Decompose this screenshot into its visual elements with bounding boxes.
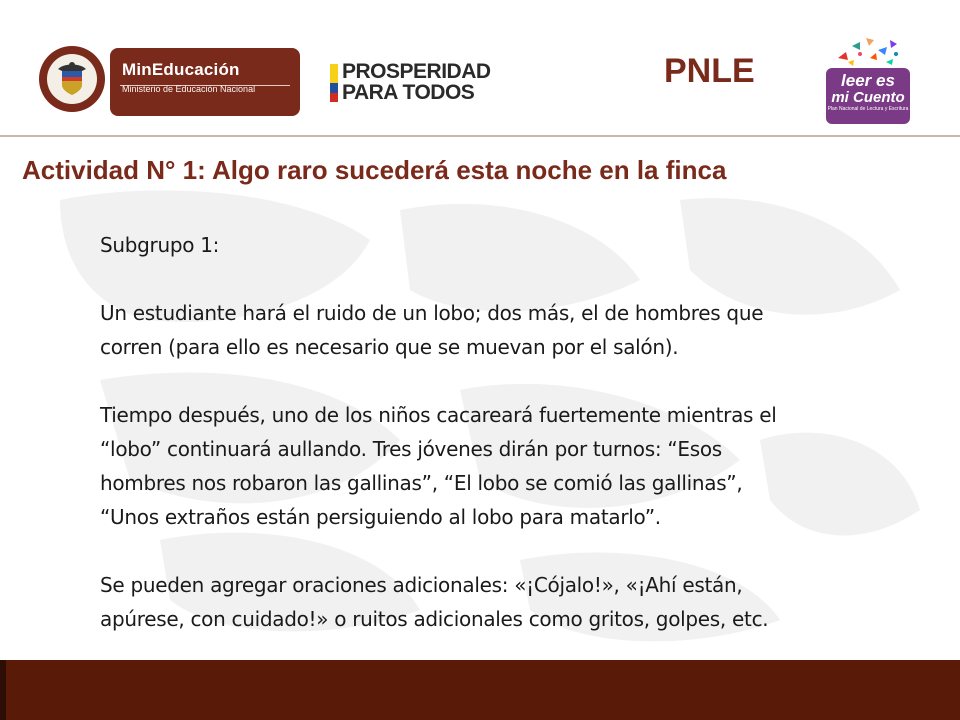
paragraph-2-line-2: “lobo” continuará aullando. Tres jóvenes dirán por turnos: “Esos xyxy=(100,437,722,461)
paragraph-1-line-1: Un estudiante hará el ruido de un lobo; dos más, el de hombres que xyxy=(100,301,764,325)
leer-line2: mi Cuento xyxy=(831,89,905,106)
prosperidad-line1: PROSPERIDAD xyxy=(342,60,491,83)
leer-line1: leer es xyxy=(841,71,895,90)
paragraph-1-line-2: corren (para ello es necesario que se muevan por el salón). xyxy=(100,335,679,359)
slide-title: Actividad N° 1: Algo raro sucederá esta noche en la finca xyxy=(22,155,727,185)
header-divider xyxy=(0,135,960,137)
colombia-flag-icon xyxy=(330,64,338,102)
header xyxy=(0,0,960,136)
prosperidad-line2: PARA TODOS xyxy=(342,81,475,104)
slide-body xyxy=(100,228,900,636)
paragraph-2-line-4: “Unos extraños están persiguiendo al lobo para matarlo”. xyxy=(100,505,661,529)
paragraph-2-line-1: Tiempo después, uno de los niños cacareará fuertemente mientras el xyxy=(100,403,777,427)
pnle-label: PNLE xyxy=(664,52,755,90)
colombia-seal-icon xyxy=(38,45,106,113)
ministry-subtitle: Ministerio de Educación Nacional xyxy=(122,84,256,94)
leer-line3: Plan Nacional de Lectura y Escritura xyxy=(827,106,909,112)
mineducacion-logo xyxy=(110,48,300,116)
footer-edge xyxy=(0,660,6,720)
paragraph-2-line-3: hombres nos robaron las gallinas”, “El lobo se comió las gallinas”, xyxy=(100,471,743,495)
paragraph-3-line-1: Se pueden agregar oraciones adicionales: «¡Cójalo!», «¡Ahí están, xyxy=(100,573,743,597)
leer-es-mi-cuento-logo xyxy=(826,68,910,124)
subgroup-label: Subgrupo 1: xyxy=(100,233,220,257)
paragraph-3-line-2: apúrese, con cuidado!» o ruitos adicionales como gritos, golpes, etc. xyxy=(100,607,769,631)
ministry-title: MinEducación xyxy=(122,60,240,79)
footer-bar xyxy=(0,660,960,720)
